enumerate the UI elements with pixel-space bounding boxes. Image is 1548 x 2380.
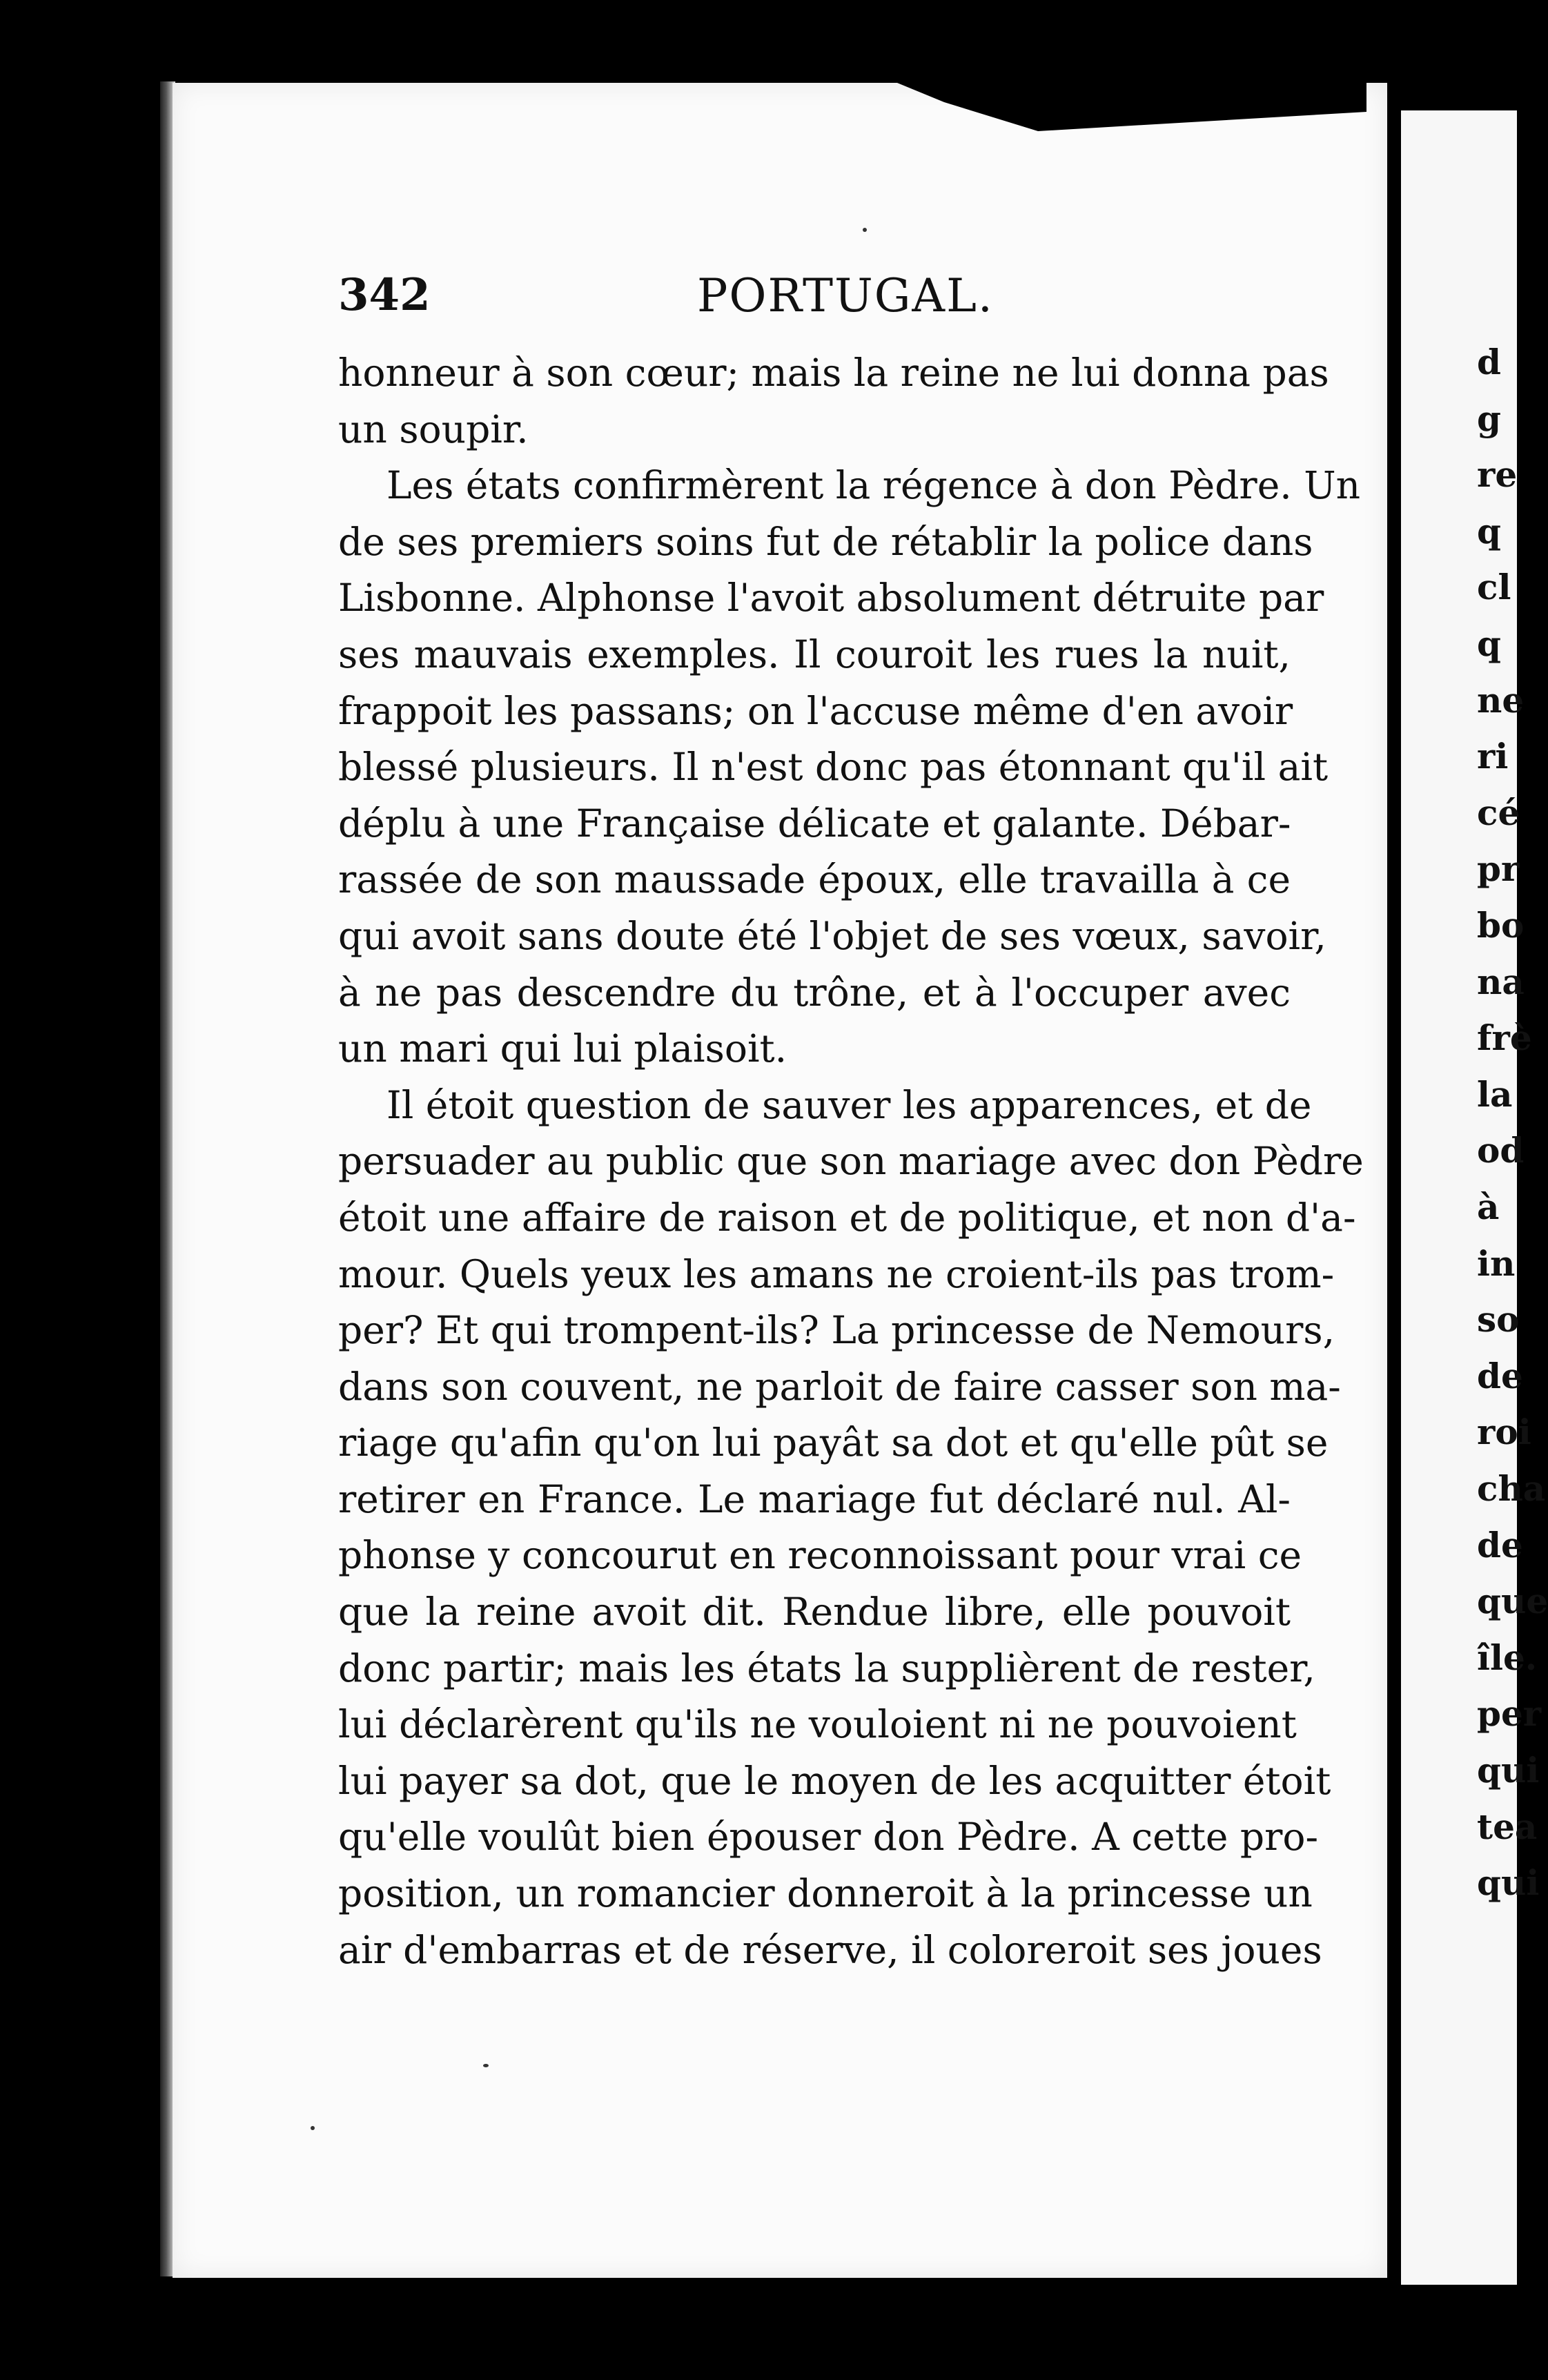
text-line: mour. Quels yeux les amans ne croient-ils pas trom- [338,1251,1335,1296]
right-page-fragment: qui [1477,1862,1540,1904]
right-page-fragment: in [1477,1242,1516,1284]
text-line: Lisbonne. Alphonse l'avoit absolument détruite par [338,576,1324,621]
text-line: Il étoit question de sauver les apparences, et de [386,1082,1312,1127]
text-line: per? Et qui trompent-ils? La princesse de Nemours, [338,1308,1335,1353]
right-page-fragment: so [1477,1299,1520,1340]
specks [311,2126,315,2130]
right-page-fragment: cl [1477,567,1511,608]
body-text [338,345,1364,1978]
right-page-fragment: q [1477,510,1501,552]
right-page-fragment: ne [1477,679,1525,721]
text-line: lui déclarèrent qu'ils ne vouloient ni ne pouvoient [338,1702,1297,1747]
right-page-fragment: per [1477,1693,1542,1735]
text-line: honneur à son cœur; mais la reine ne lui donna pas [338,351,1329,395]
text-line: un mari qui lui plaisoit. [338,1026,787,1071]
right-page-fragment: la [1477,1073,1513,1115]
page-header [338,269,1291,331]
right-page-fragment: ri [1477,736,1509,777]
right-page-fragment: g [1477,398,1501,439]
right-page-fragment: re [1477,454,1518,496]
text-line: phonse y concourut en reconnoissant pour vrai ce [338,1533,1302,1578]
right-page-fragment: q [1477,623,1501,664]
page-number: 342 [338,269,431,321]
right-page-fragment: de [1477,1355,1523,1396]
right-page-fragment: qui [1477,1750,1540,1791]
text-line: persuader au public que son mariage avec don Pèdre [338,1139,1364,1184]
text-line: donc partir; mais les états la supplièrent de rester, [338,1646,1315,1690]
text-line: Les états confirmèrent la régence à don Pèdre. Un [386,463,1360,508]
right-page-fragment: île. [1477,1637,1538,1678]
right-page-fragment: cha [1477,1468,1546,1509]
right-page-fragment: pr [1477,848,1520,890]
text-line: à ne pas descendre du trône, et à l'occuper avec [338,970,1291,1015]
text-line: blessé plusieurs. Il n'est donc pas étonnant qu'il ait [338,745,1329,790]
right-page-fragment: frè [1477,1017,1532,1059]
right-page-fragment: bo [1477,905,1525,946]
right-page-fragment: d [1477,342,1501,382]
text-line: qu'elle voulût bien épouser don Pèdre. A cette pro- [338,1815,1319,1860]
right-page-fragment: od [1477,1130,1525,1171]
running-title: PORTUGAL. [697,269,994,322]
text-line: riage qu'afin qu'on lui payât sa dot et qu'elle pût se [338,1421,1329,1465]
text-line: rassée de son maussade époux, elle travailla à ce [338,857,1291,902]
text-line: position, un romancier donneroit à la princesse un [338,1871,1313,1916]
text-line: qui avoit sans doute été l'objet de ses vœux, savoir, [338,913,1326,958]
text-line: retirer en France. Le mariage fut déclaré nul. Al- [338,1476,1291,1521]
text-line: frappoit les passans; on l'accuse même d'en avoir [338,688,1293,733]
text-line: air d'embarras et de réserve, il coloreroit ses joues [338,1927,1322,1972]
text-line: de ses premiers soins fut de rétablir la police dans [338,519,1313,564]
text-line: un soupir. [338,407,529,451]
text-line: que la reine avoit dit. Rendue libre, elle pouvoit [338,1590,1291,1635]
text-line: dans son couvent, ne parloit de faire casser son ma- [338,1364,1341,1409]
specks [863,228,867,232]
text-line: déplu à une Française délicate et galante. Débar- [338,801,1291,846]
right-page-fragment: tea [1477,1806,1538,1847]
text-line: étoit une affaire de raison et de politique, et non d'a- [338,1195,1356,1240]
right-page-fragment: de [1477,1524,1523,1565]
text-line: lui payer sa dot, que le moyen de les acquitter étoit [338,1758,1331,1803]
right-page-fragment: que [1477,1581,1548,1622]
text-line: ses mauvais exemples. Il couroit les rues la nuit, [338,632,1291,676]
right-page-fragment: roi [1477,1412,1531,1453]
specks [483,2064,489,2067]
right-page-fragment: cé [1477,792,1520,833]
right-page-fragment: à [1477,1187,1500,1227]
right-page-fragment: na [1477,961,1525,1002]
